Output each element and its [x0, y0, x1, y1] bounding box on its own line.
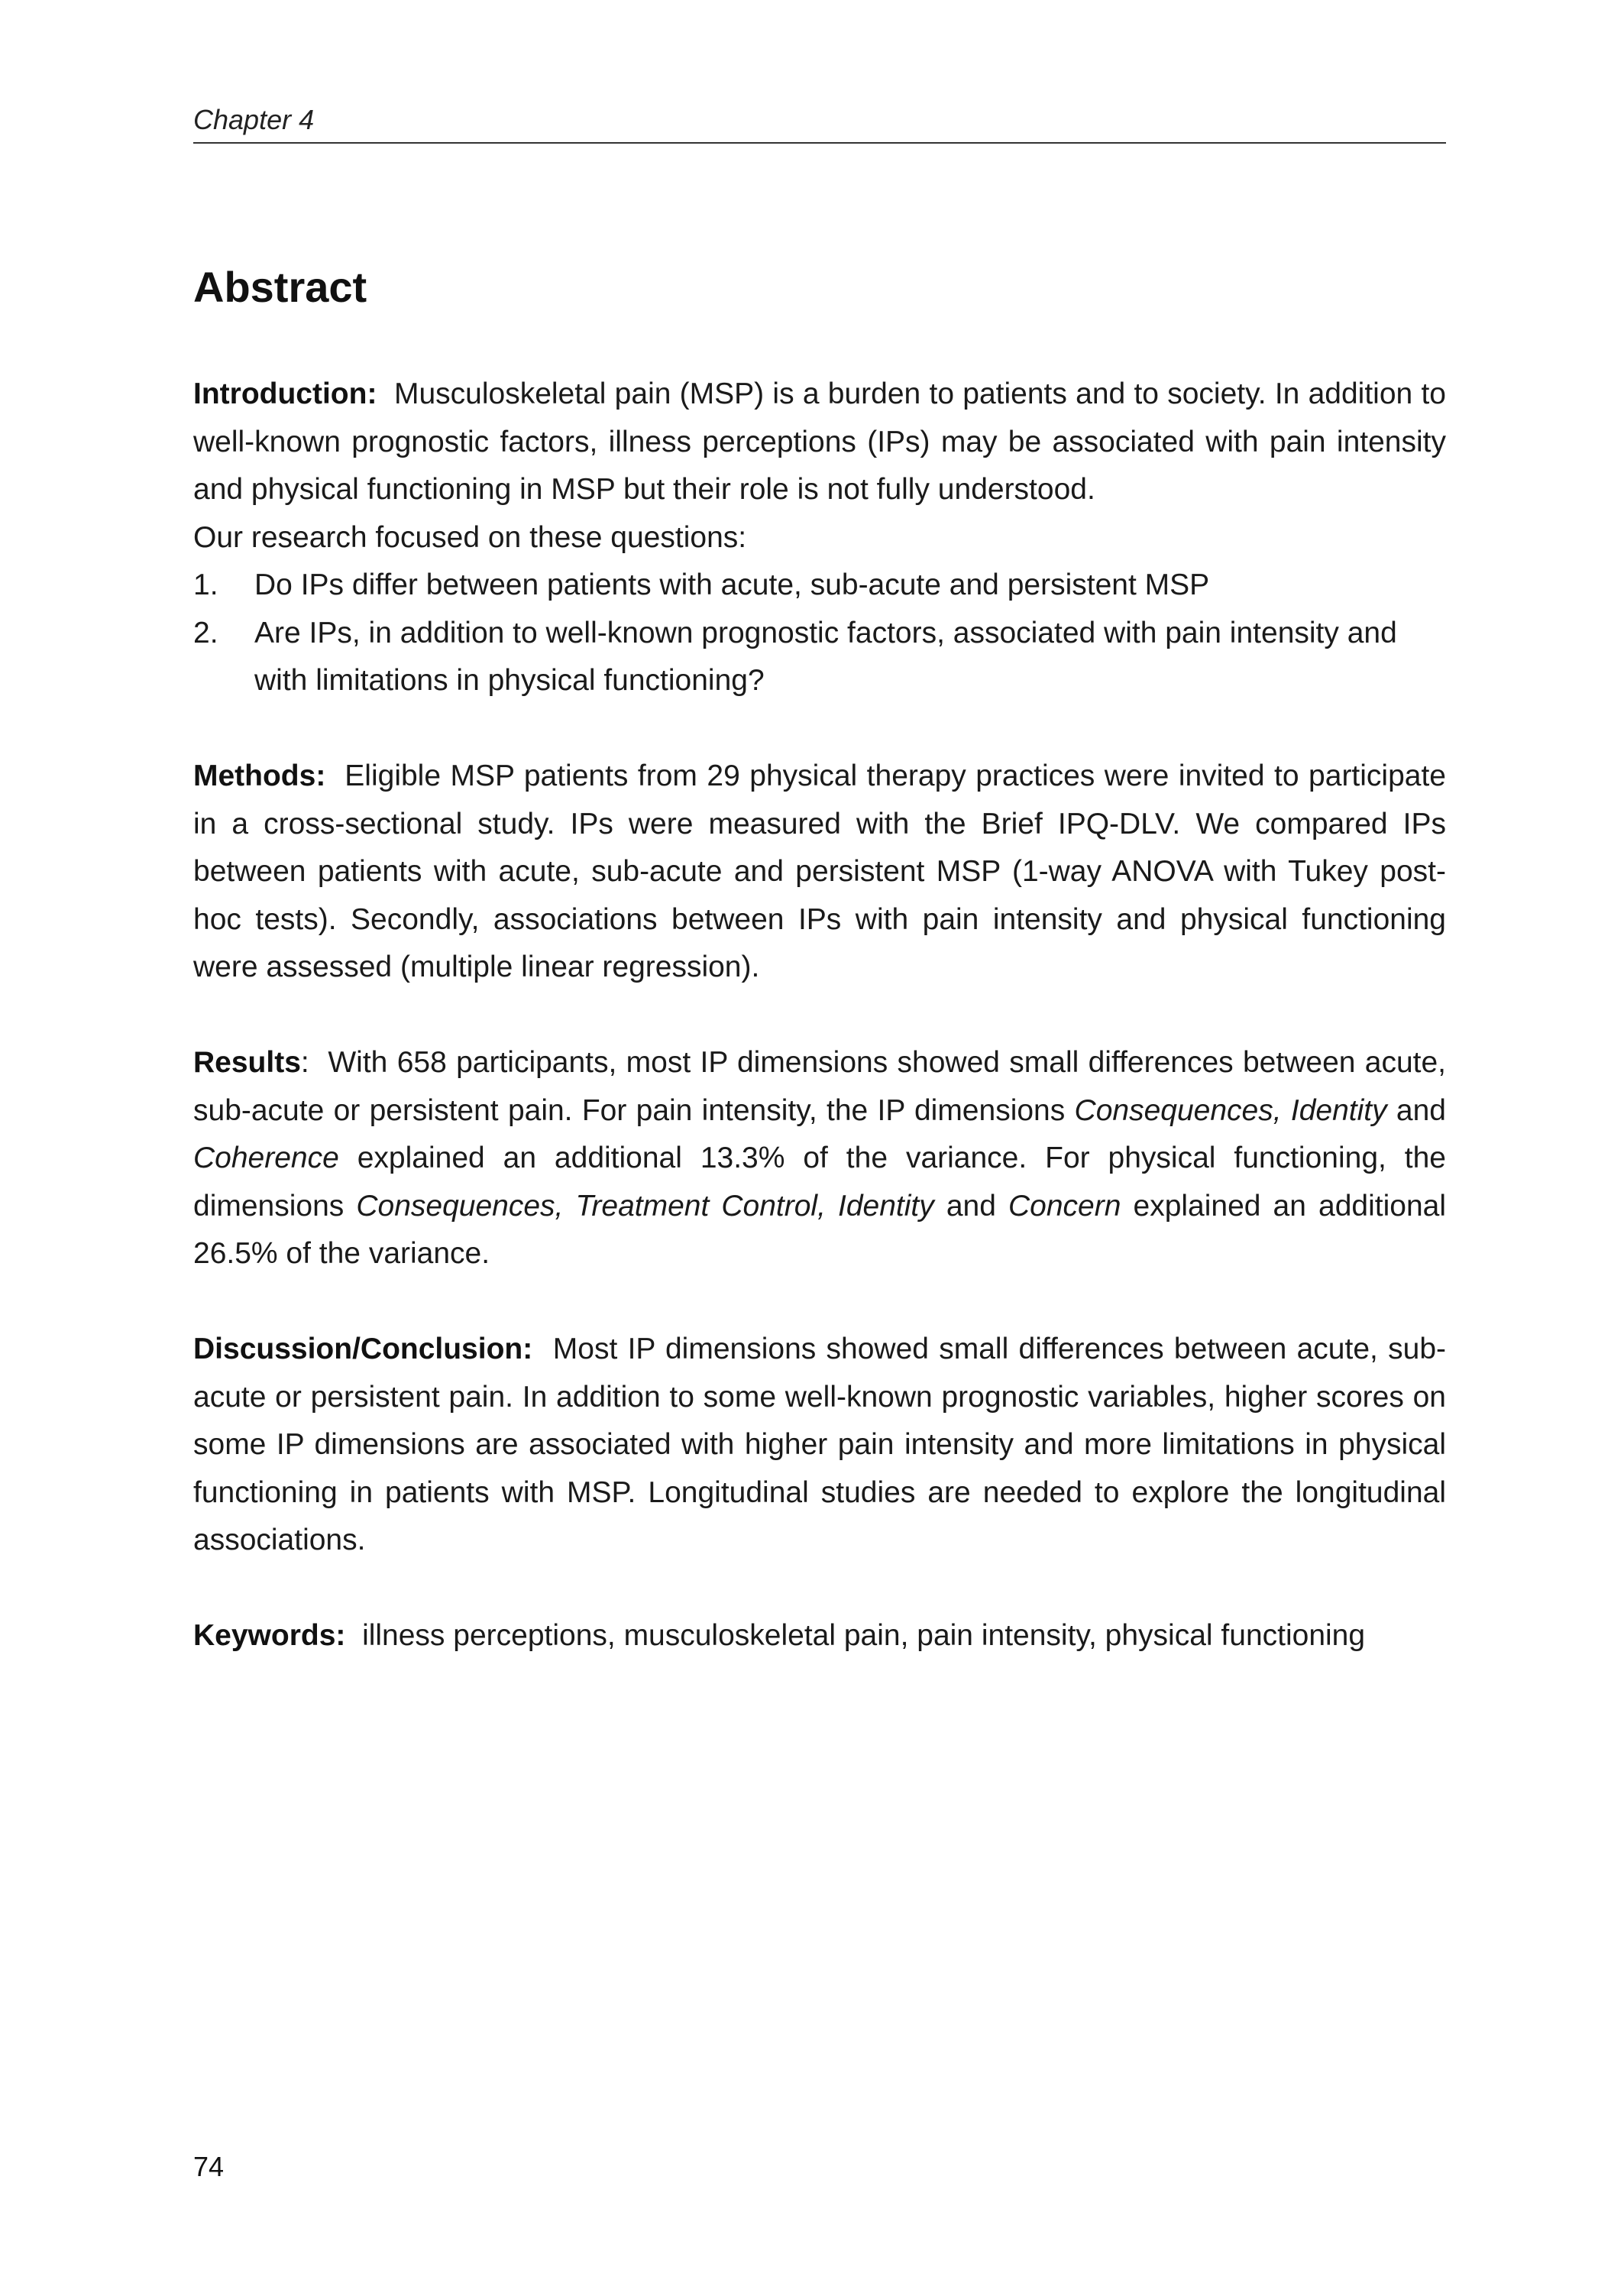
results-label: Results — [193, 1046, 301, 1079]
section-gap — [193, 1278, 1446, 1326]
results-italic-term: Consequences, Treatment Control, Identity — [356, 1189, 934, 1223]
list-item — [193, 562, 1446, 610]
methods-label: Methods: — [193, 759, 326, 792]
results-italic-term: Coherence — [193, 1142, 339, 1174]
results-italic-term: Consequences, Identity — [1074, 1093, 1387, 1127]
section-gap — [193, 1565, 1446, 1613]
page-number: 74 — [193, 2151, 225, 2182]
results-italic-term: Concern — [1008, 1189, 1121, 1223]
running-head: Chapter 4 — [193, 104, 315, 135]
discussion-paragraph — [193, 1326, 1446, 1565]
introduction-label: Introduction: — [193, 377, 377, 410]
abstract-body — [193, 371, 1446, 1660]
introduction-section — [193, 371, 1446, 705]
introduction-text: Musculoskeletal pain (MSP) is a burden to patients and to society. In addition to well-known prognostic factors, illness perceptions (IPs) may be associated with pain intensity and physical functioning in MSP but their role is not fully understood. — [193, 377, 1446, 506]
results-paragraph — [193, 1039, 1446, 1278]
results-text: and — [1386, 1093, 1447, 1127]
results-separator: : — [300, 1046, 309, 1079]
list-number: 2. — [193, 616, 218, 649]
results-text: and — [933, 1189, 1008, 1223]
keywords-text: illness perceptions, musculoskeletal pain, pain intensity, physical functioning — [362, 1619, 1366, 1652]
keywords-paragraph — [193, 1612, 1446, 1660]
list-text: Are IPs, in addition to well-known prognostic factors, associated with pain intensity and with limitations in physical functioning? — [254, 616, 1397, 697]
questions-lead: Our research focused on these questions: — [193, 520, 747, 554]
page-title: Abstract — [193, 263, 367, 311]
section-gap — [193, 705, 1446, 753]
results-text: explained an additional 13.3% of the variance. For physical functioning, the dimensions — [193, 1142, 1446, 1223]
results-text: With 658 participants, most IP dimensions showed small differences between acute, sub-acute or persistent pain. For pain intensity, the IP dimensions — [193, 1046, 1447, 1127]
methods-paragraph — [193, 753, 1446, 992]
header-rule — [193, 142, 1446, 144]
list-text: Do IPs differ between patients with acute, sub-acute and persistent MSP — [254, 568, 1210, 601]
discussion-text: Most IP dimensions showed small differences between acute, sub-acute or persistent pain. In addition to some well-known prognostic variables, higher scores on some IP dimensions are associated with higher pain intensity and more limitations in physical functioning in patients with MSP. Longitudinal studies are needed to explore the longitudinal associations. — [193, 1333, 1446, 1556]
list-item — [193, 610, 1446, 705]
questions-list — [193, 562, 1446, 705]
discussion-label: Discussion/Conclusion: — [193, 1333, 533, 1365]
methods-text: Eligible MSP patients from 29 physical therapy practices were invited to participate in a cross-sectional study. IPs were measured with the Brief IPQ-DLV. We compared IPs between patients with acute, sub-acute and persistent MSP (1-way ANOVA with Tukey post-hoc tests). Secondly, associations between IPs with pain intensity and physical functioning were assessed (multiple linear regression). — [193, 759, 1446, 983]
results-text: explained an additional 26.5% of the variance. — [193, 1189, 1446, 1270]
section-gap — [193, 992, 1446, 1040]
introduction-paragraph — [193, 371, 1446, 514]
keywords-label: Keywords: — [193, 1619, 346, 1652]
list-number: 1. — [193, 568, 218, 601]
